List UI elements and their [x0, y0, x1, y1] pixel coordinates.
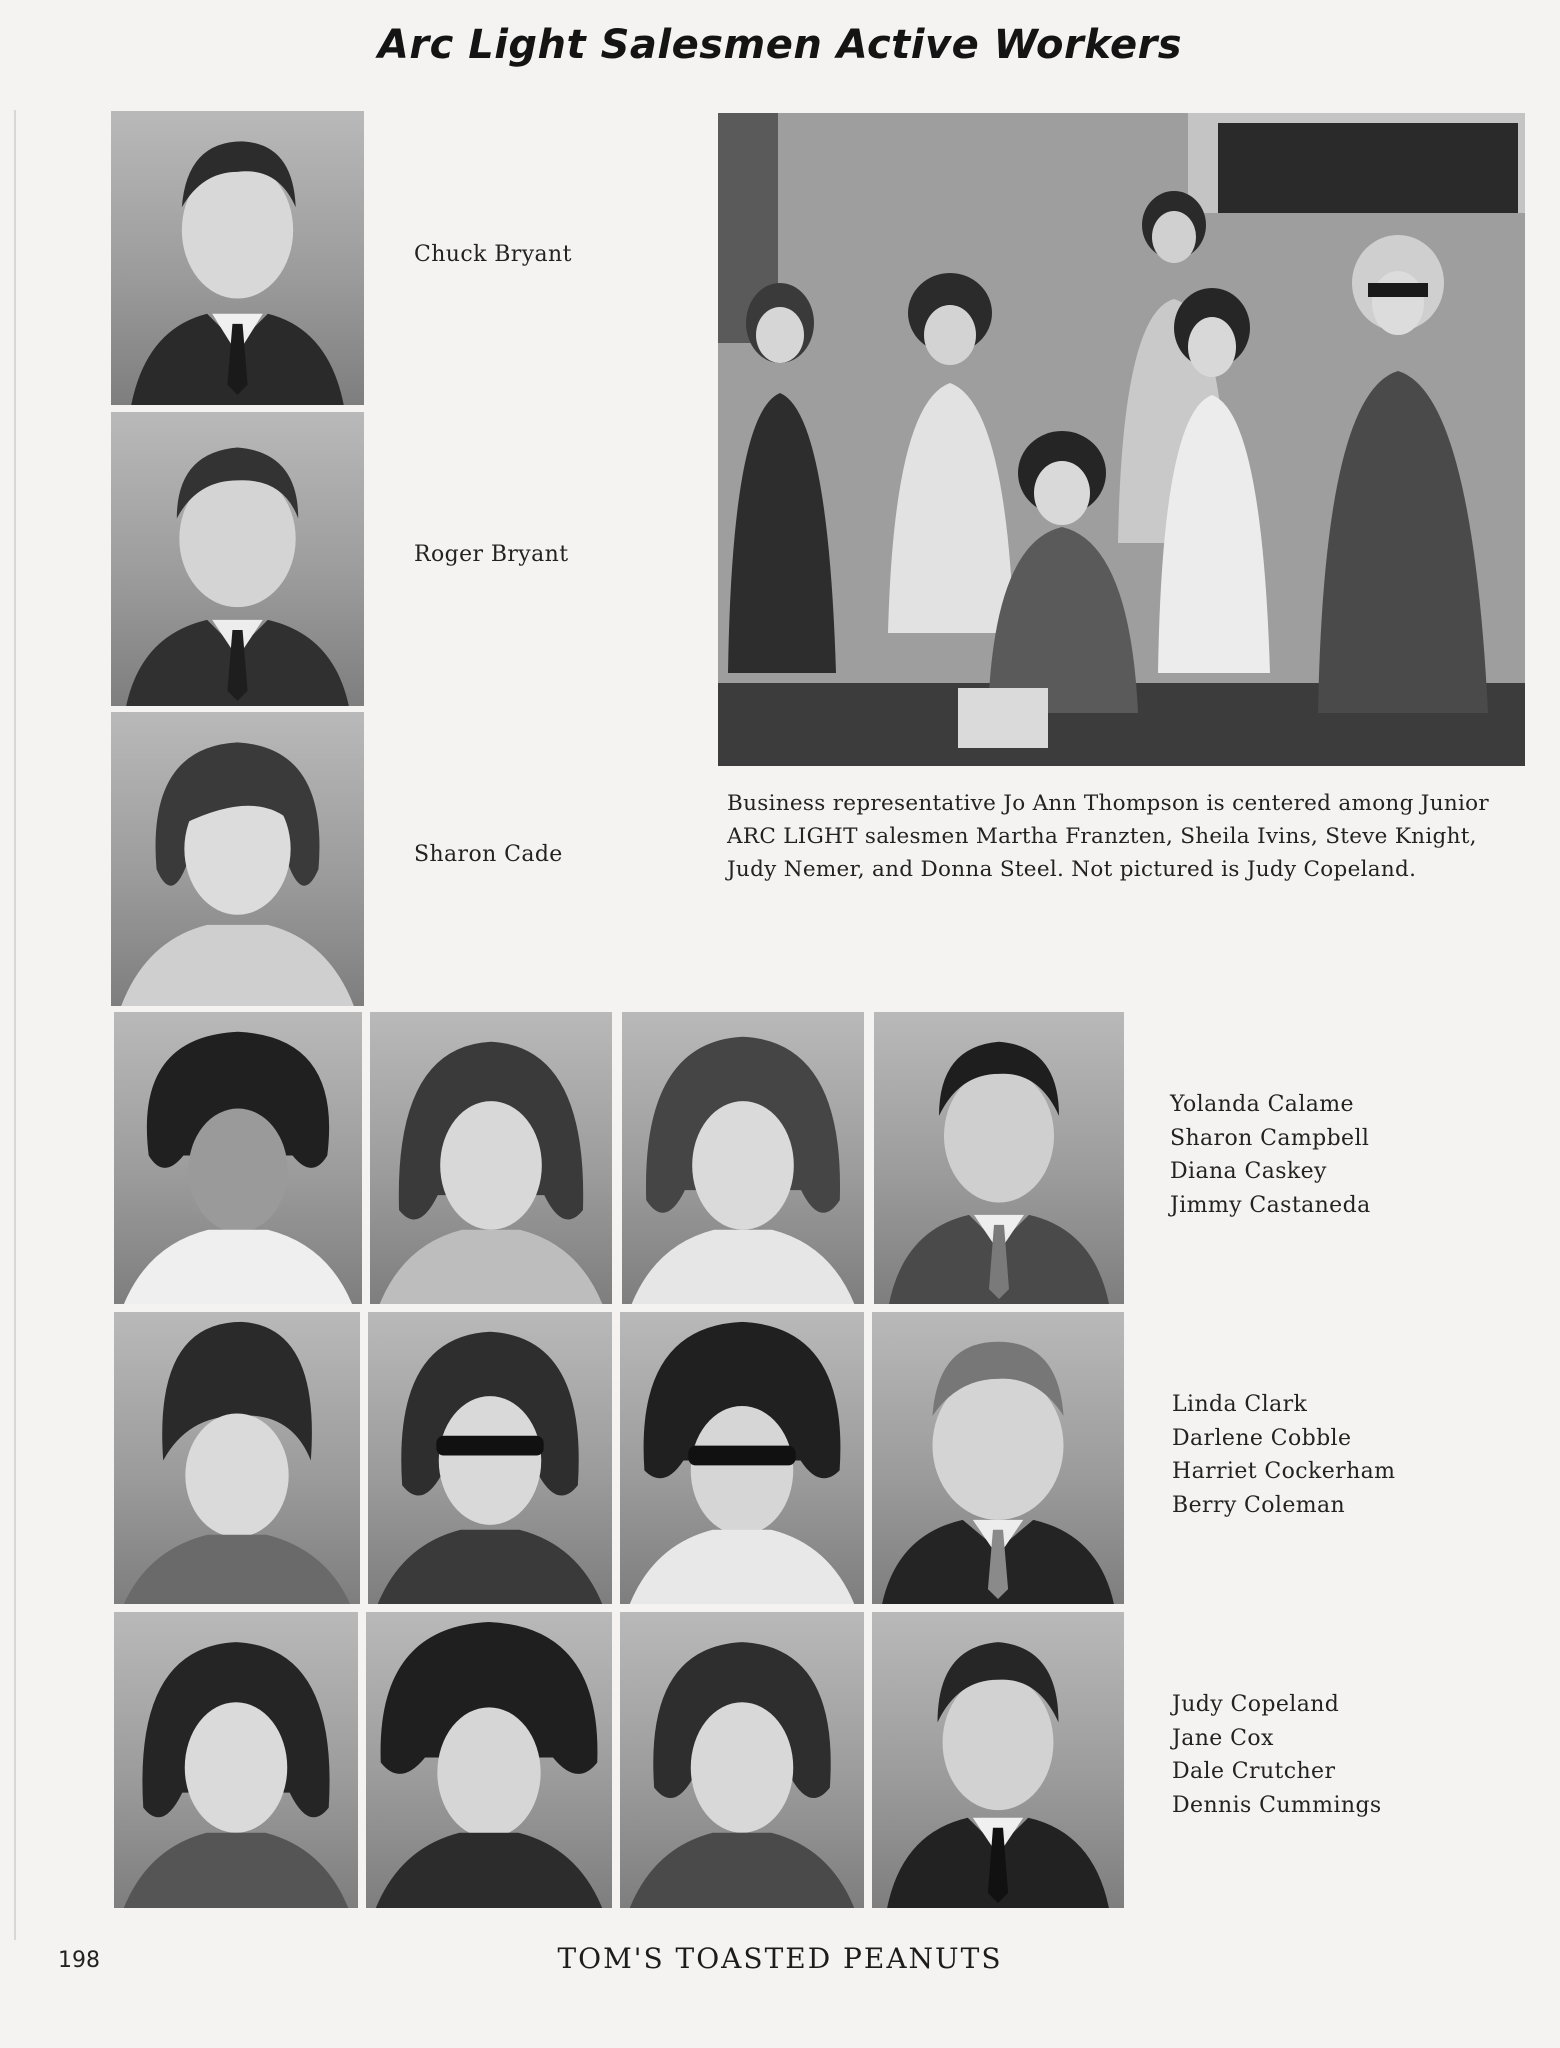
name-list-item: Harriet Cockerham: [1172, 1459, 1396, 1484]
footer-advertisement: TOM'S TOASTED PEANUTS: [557, 1942, 1003, 1975]
portrait-dennis-cummings: [872, 1612, 1124, 1908]
portrait-name-label: Sharon Cade: [414, 842, 563, 867]
portrait-yolanda-calame: [114, 1012, 362, 1304]
page-number: 198: [58, 1948, 100, 1973]
name-list-item: Jane Cox: [1172, 1725, 1274, 1751]
portrait-name-label: Roger Bryant: [414, 542, 569, 567]
names-row-3: [1172, 1688, 1382, 1822]
portrait-sharon-campbell: [370, 1012, 612, 1304]
group-photo: [718, 113, 1525, 766]
portrait-harriet-cockerham: [620, 1312, 864, 1604]
portrait-sharon-cade: [111, 712, 364, 1006]
page-edge-rule: [14, 110, 16, 1940]
portrait-name-label: Chuck Bryant: [414, 242, 572, 267]
name-list-item: Sharon Campbell: [1170, 1125, 1370, 1151]
portrait-darlene-cobble: [368, 1312, 612, 1604]
name-list-item: Diana Caskey: [1170, 1159, 1327, 1184]
portrait-jane-cox: [366, 1612, 612, 1908]
page-title: Arc Light Salesmen Active Workers: [377, 22, 1183, 68]
name-list-item: Berry Coleman: [1172, 1492, 1346, 1518]
names-row-2: [1172, 1388, 1395, 1522]
name-list-item: Judy Copeland: [1172, 1692, 1340, 1717]
name-list-item: Dale Crutcher: [1172, 1759, 1336, 1784]
portrait-berry-coleman: [872, 1312, 1124, 1604]
portrait-roger-bryant: [111, 412, 364, 706]
name-list-item: Darlene Cobble: [1172, 1425, 1352, 1451]
name-list-item: Jimmy Castaneda: [1170, 1192, 1371, 1218]
names-row-1: [1170, 1088, 1371, 1222]
name-list-item: Dennis Cummings: [1172, 1792, 1382, 1818]
portrait-linda-clark: [114, 1312, 360, 1604]
portrait-chuck-bryant: [111, 111, 364, 405]
group-photo-caption: Business representative Jo Ann Thompson is centered among Junior ARC LIGHT salesmen Martha Franzten, Sheila Ivins, Steve Knight, Judy Nemer, and Donna Steel. Not pictured is Judy Copeland.: [727, 791, 1489, 882]
portrait-diana-caskey: [622, 1012, 864, 1304]
portrait-jimmy-castaneda: [874, 1012, 1124, 1304]
name-list-item: Yolanda Calame: [1170, 1092, 1354, 1117]
portrait-judy-copeland: [114, 1612, 358, 1908]
name-list-item: Linda Clark: [1172, 1392, 1308, 1417]
portrait-dale-crutcher: [620, 1612, 864, 1908]
